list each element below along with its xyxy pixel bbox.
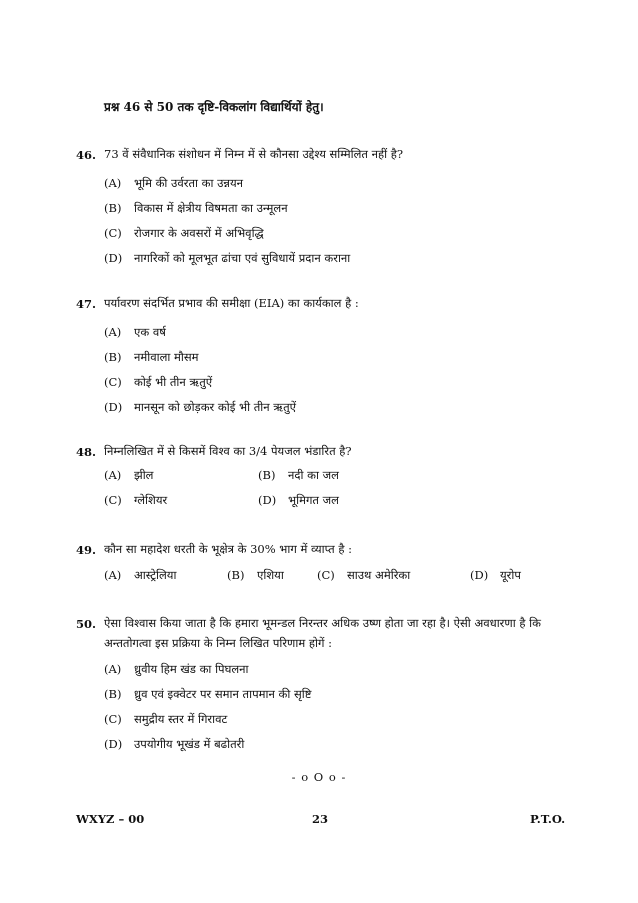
- question-text: पर्यावरण संदर्भित प्रभाव की समीक्षा (EIA) का कार्यकाल है :: [104, 296, 359, 310]
- option-label: (C): [104, 226, 122, 240]
- option-text: साउथ अमेरिका: [347, 568, 411, 582]
- option-label: (A): [104, 662, 122, 676]
- option: [104, 400, 296, 415]
- option-label: (A): [104, 468, 122, 482]
- option: [317, 568, 410, 583]
- question-number: 46.: [76, 148, 97, 162]
- option-text: ध्रुव एवं इक्वेटर पर समान तापमान की सृष्टि: [134, 687, 312, 701]
- option: [104, 662, 249, 677]
- option-text: भूमि की उर्वरता का उन्नयन: [134, 176, 244, 190]
- option: [258, 468, 339, 483]
- option-label: (B): [104, 201, 122, 215]
- question-text-line-2: अन्ततोगत्वा इस प्रक्रिया के निम्न लिखित परिणाम होगें :: [104, 636, 332, 650]
- option-label: (A): [104, 568, 122, 582]
- option: [104, 493, 167, 508]
- footer-pto: P.T.O.: [530, 812, 566, 826]
- option-label: (B): [227, 568, 245, 582]
- option-text: यूरोप: [500, 568, 521, 582]
- option-label: (D): [104, 251, 123, 265]
- option-text: नमीवाला मौसम: [134, 350, 199, 364]
- option: [470, 568, 521, 583]
- question-text-line-1: ऐसा विश्वास किया जाता है कि हमारा भूमन्डल निरन्तर अधिक उष्ण होता जा रहा है। ऐसी अवधारणा है कि: [104, 616, 541, 630]
- option-text: नदी का जल: [288, 468, 339, 482]
- option-text: विकास में क्षेत्रीय विषमता का उन्मूलन: [134, 201, 288, 215]
- option-text: आस्ट्रेलिया: [134, 568, 177, 582]
- question-text: निम्नलिखित में से किसमें विश्व का 3/4 पेयजल भंडारित है?: [104, 444, 352, 458]
- option: [104, 687, 311, 702]
- option-label: (D): [104, 737, 123, 751]
- question-number: 49.: [76, 543, 97, 557]
- option-text: कोई भी तीन ऋतुऐं: [134, 375, 213, 389]
- option: [104, 468, 153, 483]
- option-label: (B): [104, 687, 122, 701]
- question-number: 50.: [76, 617, 97, 631]
- option-text: उपयोगीय भूखंड में बढोतरी: [134, 737, 245, 751]
- option-label: (C): [104, 493, 122, 507]
- option-label: (D): [258, 493, 277, 507]
- option: [104, 350, 199, 365]
- option-label: (C): [104, 712, 122, 726]
- option: [104, 375, 212, 390]
- option: [104, 201, 288, 216]
- option-label: (D): [104, 400, 123, 414]
- option-label: (A): [104, 325, 122, 339]
- question-text: कौन सा महादेश धरती के भूक्षेत्र के 30% भाग में व्याप्त है :: [104, 542, 352, 556]
- option-label: (B): [104, 350, 122, 364]
- option-text: रोजगार के अवसरों में अभिवृद्धि: [134, 226, 264, 240]
- end-mark: - o O o -: [291, 770, 347, 784]
- option: [104, 712, 227, 727]
- footer-page-number: 23: [312, 812, 329, 826]
- option-label: (C): [104, 375, 122, 389]
- question-number: 48.: [76, 445, 97, 459]
- option-label: (D): [470, 568, 489, 582]
- option-text: ध्रुवीय हिम खंड का पिघलना: [134, 662, 249, 676]
- option: [104, 251, 350, 266]
- option: [104, 226, 264, 241]
- option: [104, 176, 243, 191]
- footer-code: WXYZ – 00: [76, 812, 145, 826]
- option-text: भूमिगत जल: [288, 493, 339, 507]
- option: [104, 737, 244, 752]
- section-heading: प्रश्न 46 से 50 तक दृष्टि-विकलांग विद्यार्थियों हेतु।: [104, 100, 324, 114]
- option: [104, 568, 176, 583]
- option-text: एक वर्ष: [134, 325, 166, 339]
- question-text: 73 वें संवैधानिक संशोधन में निम्न में से कौनसा उद्देश्य सम्मिलित नहीं है?: [104, 147, 403, 161]
- option-text: नागरिकों को मूलभूत ढांचा एवं सुविधायें प्रदान कराना: [134, 251, 351, 265]
- option-text: समुद्रीय स्तर में गिरावट: [134, 712, 228, 726]
- option: [258, 493, 339, 508]
- option-label: (B): [258, 468, 276, 482]
- option-label: (A): [104, 176, 122, 190]
- option-text: झील: [134, 468, 154, 482]
- option: [104, 325, 166, 340]
- option-text: मानसून को छोड़कर कोई भी तीन ऋतुऐं: [134, 400, 297, 414]
- option: [227, 568, 284, 583]
- option-label: (C): [317, 568, 335, 582]
- question-number: 47.: [76, 297, 97, 311]
- option-text: एशिया: [257, 568, 284, 582]
- option-text: ग्लेशियर: [134, 493, 168, 507]
